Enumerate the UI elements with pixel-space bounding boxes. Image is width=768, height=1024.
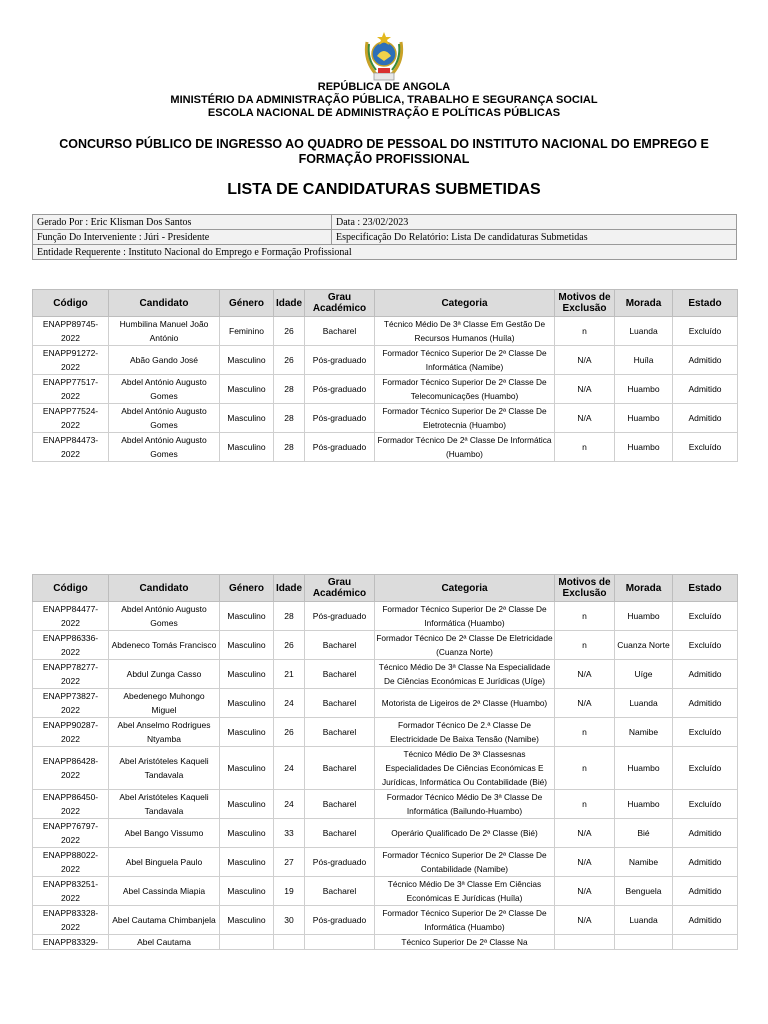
cell-candidato: Abdel António Augusto Gomes: [109, 602, 220, 631]
cell-motivos: N/A: [555, 375, 615, 404]
cell-motivos: n: [555, 747, 615, 790]
table-row: [33, 689, 738, 718]
cell-candidato: Abel Bango Vissumo: [109, 819, 220, 848]
col-genero: Género: [220, 290, 274, 317]
cell-motivos: n: [555, 433, 615, 462]
table-row: [33, 660, 738, 689]
cell-grau: Pós-graduado: [305, 848, 375, 877]
header-republica: REPÚBLICA DE ANGOLA: [317, 81, 451, 93]
table-row: [33, 877, 738, 906]
cell-genero: Masculino: [220, 631, 274, 660]
cell-idade: 28: [274, 433, 305, 462]
cell-grau: Bacharel: [305, 660, 375, 689]
cell-idade: [274, 935, 305, 950]
col-categoria: Categoria: [375, 575, 555, 602]
cell-motivos: N/A: [555, 404, 615, 433]
cell-categoria: Formador Técnico De 2ª Classe De Informática (Huambo): [375, 433, 555, 462]
col-idade: Idade: [274, 575, 305, 602]
cell-categoria: Técnico Médio De 3ª Classesnas Especialidades De Ciências Económicas E Jurídicas, Informática Ou Contabilidade (Bié): [375, 747, 555, 790]
table-row: [33, 848, 738, 877]
cell-codigo: ENAPP84477-2022: [33, 602, 109, 631]
cell-estado: Admitido: [673, 346, 738, 375]
header-escola: ESCOLA NACIONAL DE ADMINISTRAÇÃO E POLÍTICAS PÚBLICAS: [207, 107, 561, 119]
cell-candidato: Abel Binguela Paulo: [109, 848, 220, 877]
cell-candidato: Abdel António Augusto Gomes: [109, 433, 220, 462]
cell-estado: Excluído: [673, 433, 738, 462]
cell-estado: Admitido: [673, 848, 738, 877]
cell-estado: Admitido: [673, 375, 738, 404]
cell-morada: [615, 935, 673, 950]
cell-candidato: Abdel António Augusto Gomes: [109, 404, 220, 433]
cell-categoria: Formador Técnico Médio De 3ª Classe De Informática (Bailundo-Huambo): [375, 790, 555, 819]
cell-candidato: Abel Cautama Chimbanjela: [109, 906, 220, 935]
header-block: [0, 81, 768, 120]
cell-categoria: Técnico Superior De 2ª Classe Na: [375, 935, 555, 950]
cell-idade: 21: [274, 660, 305, 689]
cell-codigo: ENAPP86450-2022: [33, 790, 109, 819]
table-row: [33, 747, 738, 790]
cell-grau: Bacharel: [305, 819, 375, 848]
cell-codigo: ENAPP73827-2022: [33, 689, 109, 718]
page-title: LISTA DE CANDIDATURAS SUBMETIDAS: [227, 181, 541, 198]
cell-idade: 27: [274, 848, 305, 877]
cell-estado: Excluído: [673, 631, 738, 660]
meta-especificacao: Especificação Do Relatório: Lista De candidaturas Submetidas: [332, 230, 737, 245]
cell-categoria: Formador Técnico Superior De 2ª Classe De Informática (Huambo): [375, 906, 555, 935]
cell-grau: Pós-graduado: [305, 375, 375, 404]
meta-data: Data : 23/02/2023: [332, 215, 737, 230]
cell-codigo: ENAPP76797-2022: [33, 819, 109, 848]
cell-codigo: ENAPP88022-2022: [33, 848, 109, 877]
cell-estado: Admitido: [673, 404, 738, 433]
cell-morada: Luanda: [615, 906, 673, 935]
cell-idade: 28: [274, 375, 305, 404]
cell-candidato: Abel Anselmo Rodrigues Ntyamba: [109, 718, 220, 747]
table-row: [33, 906, 738, 935]
cell-candidato: Abel Aristóteles Kaqueli Tandavala: [109, 747, 220, 790]
cell-grau: Pós-graduado: [305, 433, 375, 462]
cell-codigo: ENAPP86428-2022: [33, 747, 109, 790]
cell-categoria: Técnico Médio De 3ª Classe Em Ciências Económicas E Jurídicas (Huíla): [375, 877, 555, 906]
table-row: [33, 404, 738, 433]
col-estado: Estado: [673, 575, 738, 602]
cell-motivos: n: [555, 631, 615, 660]
cell-estado: Excluído: [673, 790, 738, 819]
cell-morada: Huíla: [615, 346, 673, 375]
cell-estado: Admitido: [673, 877, 738, 906]
cell-codigo: ENAPP77517-2022: [33, 375, 109, 404]
cell-motivos: N/A: [555, 660, 615, 689]
cell-motivos: [555, 935, 615, 950]
cell-idade: 33: [274, 819, 305, 848]
col-grau: Grau Académico: [305, 290, 375, 317]
cell-grau: Bacharel: [305, 790, 375, 819]
col-categoria: Categoria: [375, 290, 555, 317]
cell-codigo: ENAPP91272-2022: [33, 346, 109, 375]
col-morada: Morada: [615, 290, 673, 317]
cell-idade: 26: [274, 317, 305, 346]
cell-genero: Masculino: [220, 718, 274, 747]
table-row: [33, 602, 738, 631]
cell-idade: 26: [274, 718, 305, 747]
cell-genero: Masculino: [220, 689, 274, 718]
cell-estado: Excluído: [673, 718, 738, 747]
cell-genero: Masculino: [220, 404, 274, 433]
cell-codigo: ENAPP83329-: [33, 935, 109, 950]
cell-categoria: Formador Técnico De 2.ª Classe De Electricidade De Baixa Tensão (Namibe): [375, 718, 555, 747]
cell-genero: Masculino: [220, 660, 274, 689]
col-candidato: Candidato: [109, 575, 220, 602]
col-motivos: Motivos de Exclusão: [555, 575, 615, 602]
candidates-table-2: [32, 574, 738, 950]
cell-grau: Bacharel: [305, 718, 375, 747]
cell-morada: Luanda: [615, 317, 673, 346]
cell-morada: Namibe: [615, 718, 673, 747]
cell-categoria: Técnico Médio De 3ª Classe Em Gestão De Recursos Humanos (Huíla): [375, 317, 555, 346]
cell-estado: Admitido: [673, 819, 738, 848]
cell-codigo: ENAPP77524-2022: [33, 404, 109, 433]
cell-idade: 28: [274, 602, 305, 631]
col-idade: Idade: [274, 290, 305, 317]
cell-idade: 26: [274, 346, 305, 375]
cell-codigo: ENAPP86336-2022: [33, 631, 109, 660]
meta-gerado: Gerado Por : Eric Klisman Dos Santos: [33, 215, 332, 230]
cell-candidato: Abão Gando José: [109, 346, 220, 375]
cell-estado: Excluído: [673, 317, 738, 346]
cell-morada: Huambo: [615, 747, 673, 790]
col-estado: Estado: [673, 290, 738, 317]
cell-grau: Bacharel: [305, 747, 375, 790]
cell-grau: Bacharel: [305, 689, 375, 718]
angola-emblem-icon: [361, 30, 407, 82]
cell-codigo: ENAPP83328-2022: [33, 906, 109, 935]
col-candidato: Candidato: [109, 290, 220, 317]
cell-morada: Namibe: [615, 848, 673, 877]
cell-morada: Huambo: [615, 602, 673, 631]
table-row: [33, 631, 738, 660]
meta-entidade: Entidade Requerente : Instituto Nacional do Emprego e Formação Profissional: [33, 245, 737, 260]
cell-grau: Pós-graduado: [305, 602, 375, 631]
cell-candidato: Abdel António Augusto Gomes: [109, 375, 220, 404]
cell-genero: Masculino: [220, 906, 274, 935]
cell-categoria: Motorista de Ligeiros de 2ª Classe (Huambo): [375, 689, 555, 718]
cell-motivos: n: [555, 602, 615, 631]
cell-morada: Benguela: [615, 877, 673, 906]
cell-grau: Pós-graduado: [305, 346, 375, 375]
report-meta-table: [32, 214, 737, 260]
cell-genero: Masculino: [220, 819, 274, 848]
table-row: [33, 718, 738, 747]
concurso-title: CONCURSO PÚBLICO DE INGRESSO AO QUADRO DE PESSOAL DO INSTITUTO NACIONAL DO EMPREGO E FORMAÇÃO PROFISSIONAL: [59, 137, 709, 166]
col-codigo: Código: [33, 290, 109, 317]
cell-candidato: Abdul Zunga Casso: [109, 660, 220, 689]
cell-codigo: ENAPP90287-2022: [33, 718, 109, 747]
cell-idade: 19: [274, 877, 305, 906]
col-codigo: Código: [33, 575, 109, 602]
cell-genero: Masculino: [220, 790, 274, 819]
col-genero: Género: [220, 575, 274, 602]
cell-motivos: n: [555, 317, 615, 346]
cell-morada: Bié: [615, 819, 673, 848]
cell-grau: Bacharel: [305, 317, 375, 346]
cell-estado: Excluído: [673, 747, 738, 790]
cell-motivos: N/A: [555, 877, 615, 906]
cell-genero: Feminino: [220, 317, 274, 346]
cell-genero: Masculino: [220, 848, 274, 877]
cell-estado: [673, 935, 738, 950]
cell-morada: Cuanza Norte: [615, 631, 673, 660]
cell-genero: Masculino: [220, 346, 274, 375]
cell-genero: Masculino: [220, 602, 274, 631]
cell-candidato: Abel Cassinda Miapia: [109, 877, 220, 906]
cell-categoria: Formador Técnico Superior De 2ª Classe De Telecomunicações (Huambo): [375, 375, 555, 404]
cell-estado: Excluído: [673, 602, 738, 631]
cell-grau: Bacharel: [305, 631, 375, 660]
cell-categoria: Operário Qualificado De 2ª Classe (Bié): [375, 819, 555, 848]
cell-codigo: ENAPP89745-2022: [33, 317, 109, 346]
cell-codigo: ENAPP78277-2022: [33, 660, 109, 689]
table-row: [33, 790, 738, 819]
cell-idade: 24: [274, 790, 305, 819]
cell-candidato: Abel Aristóteles Kaqueli Tandavala: [109, 790, 220, 819]
cell-motivos: N/A: [555, 848, 615, 877]
cell-estado: Admitido: [673, 689, 738, 718]
table-row: [33, 375, 738, 404]
cell-idade: 30: [274, 906, 305, 935]
cell-morada: Huambo: [615, 375, 673, 404]
cell-genero: Masculino: [220, 433, 274, 462]
col-morada: Morada: [615, 575, 673, 602]
table-row: [33, 346, 738, 375]
cell-motivos: n: [555, 790, 615, 819]
cell-candidato: Abdeneco Tomás Francisco: [109, 631, 220, 660]
cell-motivos: n: [555, 718, 615, 747]
cell-motivos: N/A: [555, 819, 615, 848]
col-motivos: Motivos de Exclusão: [555, 290, 615, 317]
cell-categoria: Formador Técnico Superior De 2ª Classe De Contabilidade (Namibe): [375, 848, 555, 877]
col-grau: Grau Académico: [305, 575, 375, 602]
table-header-row: [33, 290, 738, 317]
cell-morada: Huambo: [615, 790, 673, 819]
cell-morada: Huambo: [615, 433, 673, 462]
table-header-row: [33, 575, 738, 602]
cell-genero: Masculino: [220, 747, 274, 790]
cell-categoria: Formador Técnico De 2ª Classe De Eletricidade (Cuanza Norte): [375, 631, 555, 660]
cell-candidato: Abel Cautama: [109, 935, 220, 950]
cell-grau: Pós-graduado: [305, 906, 375, 935]
table-row: [33, 433, 738, 462]
cell-grau: [305, 935, 375, 950]
cell-estado: Admitido: [673, 660, 738, 689]
cell-idade: 28: [274, 404, 305, 433]
cell-genero: Masculino: [220, 375, 274, 404]
cell-morada: Huambo: [615, 404, 673, 433]
cell-motivos: N/A: [555, 906, 615, 935]
cell-genero: [220, 935, 274, 950]
cell-grau: Bacharel: [305, 877, 375, 906]
cell-motivos: N/A: [555, 689, 615, 718]
cell-categoria: Formador Técnico Superior De 2ª Classe De Eletrotecnia (Huambo): [375, 404, 555, 433]
table-row: [33, 935, 738, 950]
header-ministerio: MINISTÉRIO DA ADMINISTRAÇÃO PÚBLICA, TRABALHO E SEGURANÇA SOCIAL: [170, 94, 598, 106]
table-row: [33, 317, 738, 346]
cell-idade: 24: [274, 747, 305, 790]
cell-categoria: Técnico Médio De 3ª Classe Na Especialidade De Ciências Económicas E Jurídicas (Uíge): [375, 660, 555, 689]
table-row: [33, 819, 738, 848]
cell-categoria: Formador Técnico Superior De 2ª Classe De Informática (Namibe): [375, 346, 555, 375]
cell-candidato: Humbilina Manuel João António: [109, 317, 220, 346]
cell-codigo: ENAPP83251-2022: [33, 877, 109, 906]
cell-categoria: Formador Técnico Superior De 2ª Classe De Informática (Huambo): [375, 602, 555, 631]
cell-grau: Pós-graduado: [305, 404, 375, 433]
cell-morada: Luanda: [615, 689, 673, 718]
cell-genero: Masculino: [220, 877, 274, 906]
cell-candidato: Abedenego Muhongo Miguel: [109, 689, 220, 718]
cell-motivos: N/A: [555, 346, 615, 375]
cell-idade: 26: [274, 631, 305, 660]
meta-funcao: Função Do Interveniente : Júri - Presidente: [33, 230, 332, 245]
cell-morada: Uíge: [615, 660, 673, 689]
cell-idade: 24: [274, 689, 305, 718]
candidates-table-1: [32, 289, 738, 462]
cell-codigo: ENAPP84473-2022: [33, 433, 109, 462]
cell-estado: Admitido: [673, 906, 738, 935]
